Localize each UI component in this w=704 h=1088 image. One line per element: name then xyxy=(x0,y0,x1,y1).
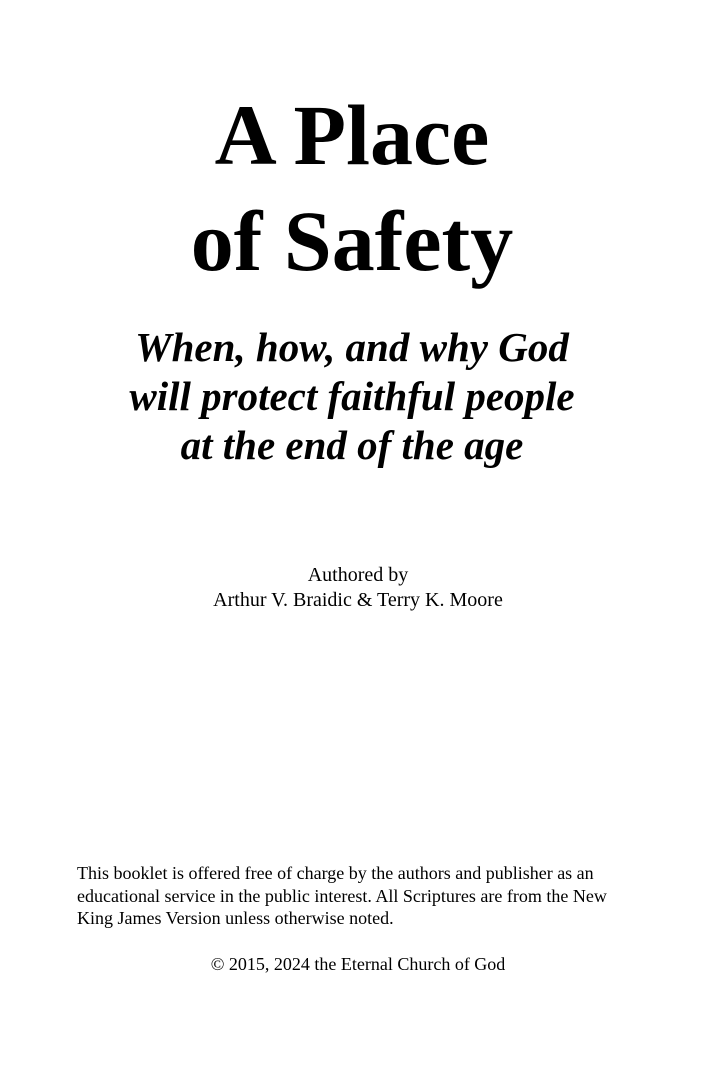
book-title-line-2: of Safety xyxy=(190,193,514,289)
subtitle-line-2: will protect faithful people xyxy=(129,373,575,419)
publisher-notice-line-1: This booklet is offered free of charge by the authors and publisher as an xyxy=(77,863,594,883)
subtitle-line-3: at the end of the age xyxy=(180,422,524,468)
copyright-notice: © 2015, 2024 the Eternal Church of God xyxy=(210,954,506,974)
book-title-line-1: A Place xyxy=(214,87,490,183)
author-names: Arthur V. Braidic & Terry K. Moore xyxy=(213,589,503,611)
publisher-notice-line-2: educational service in the public interest. All Scriptures are from the New xyxy=(77,885,607,906)
authored-by-label: Authored by xyxy=(307,564,409,586)
subtitle-line-1: When, how, and why God xyxy=(135,324,569,370)
publisher-notice xyxy=(77,862,647,930)
publisher-notice-line-3: King James Version unless otherwise noted. xyxy=(77,908,394,928)
